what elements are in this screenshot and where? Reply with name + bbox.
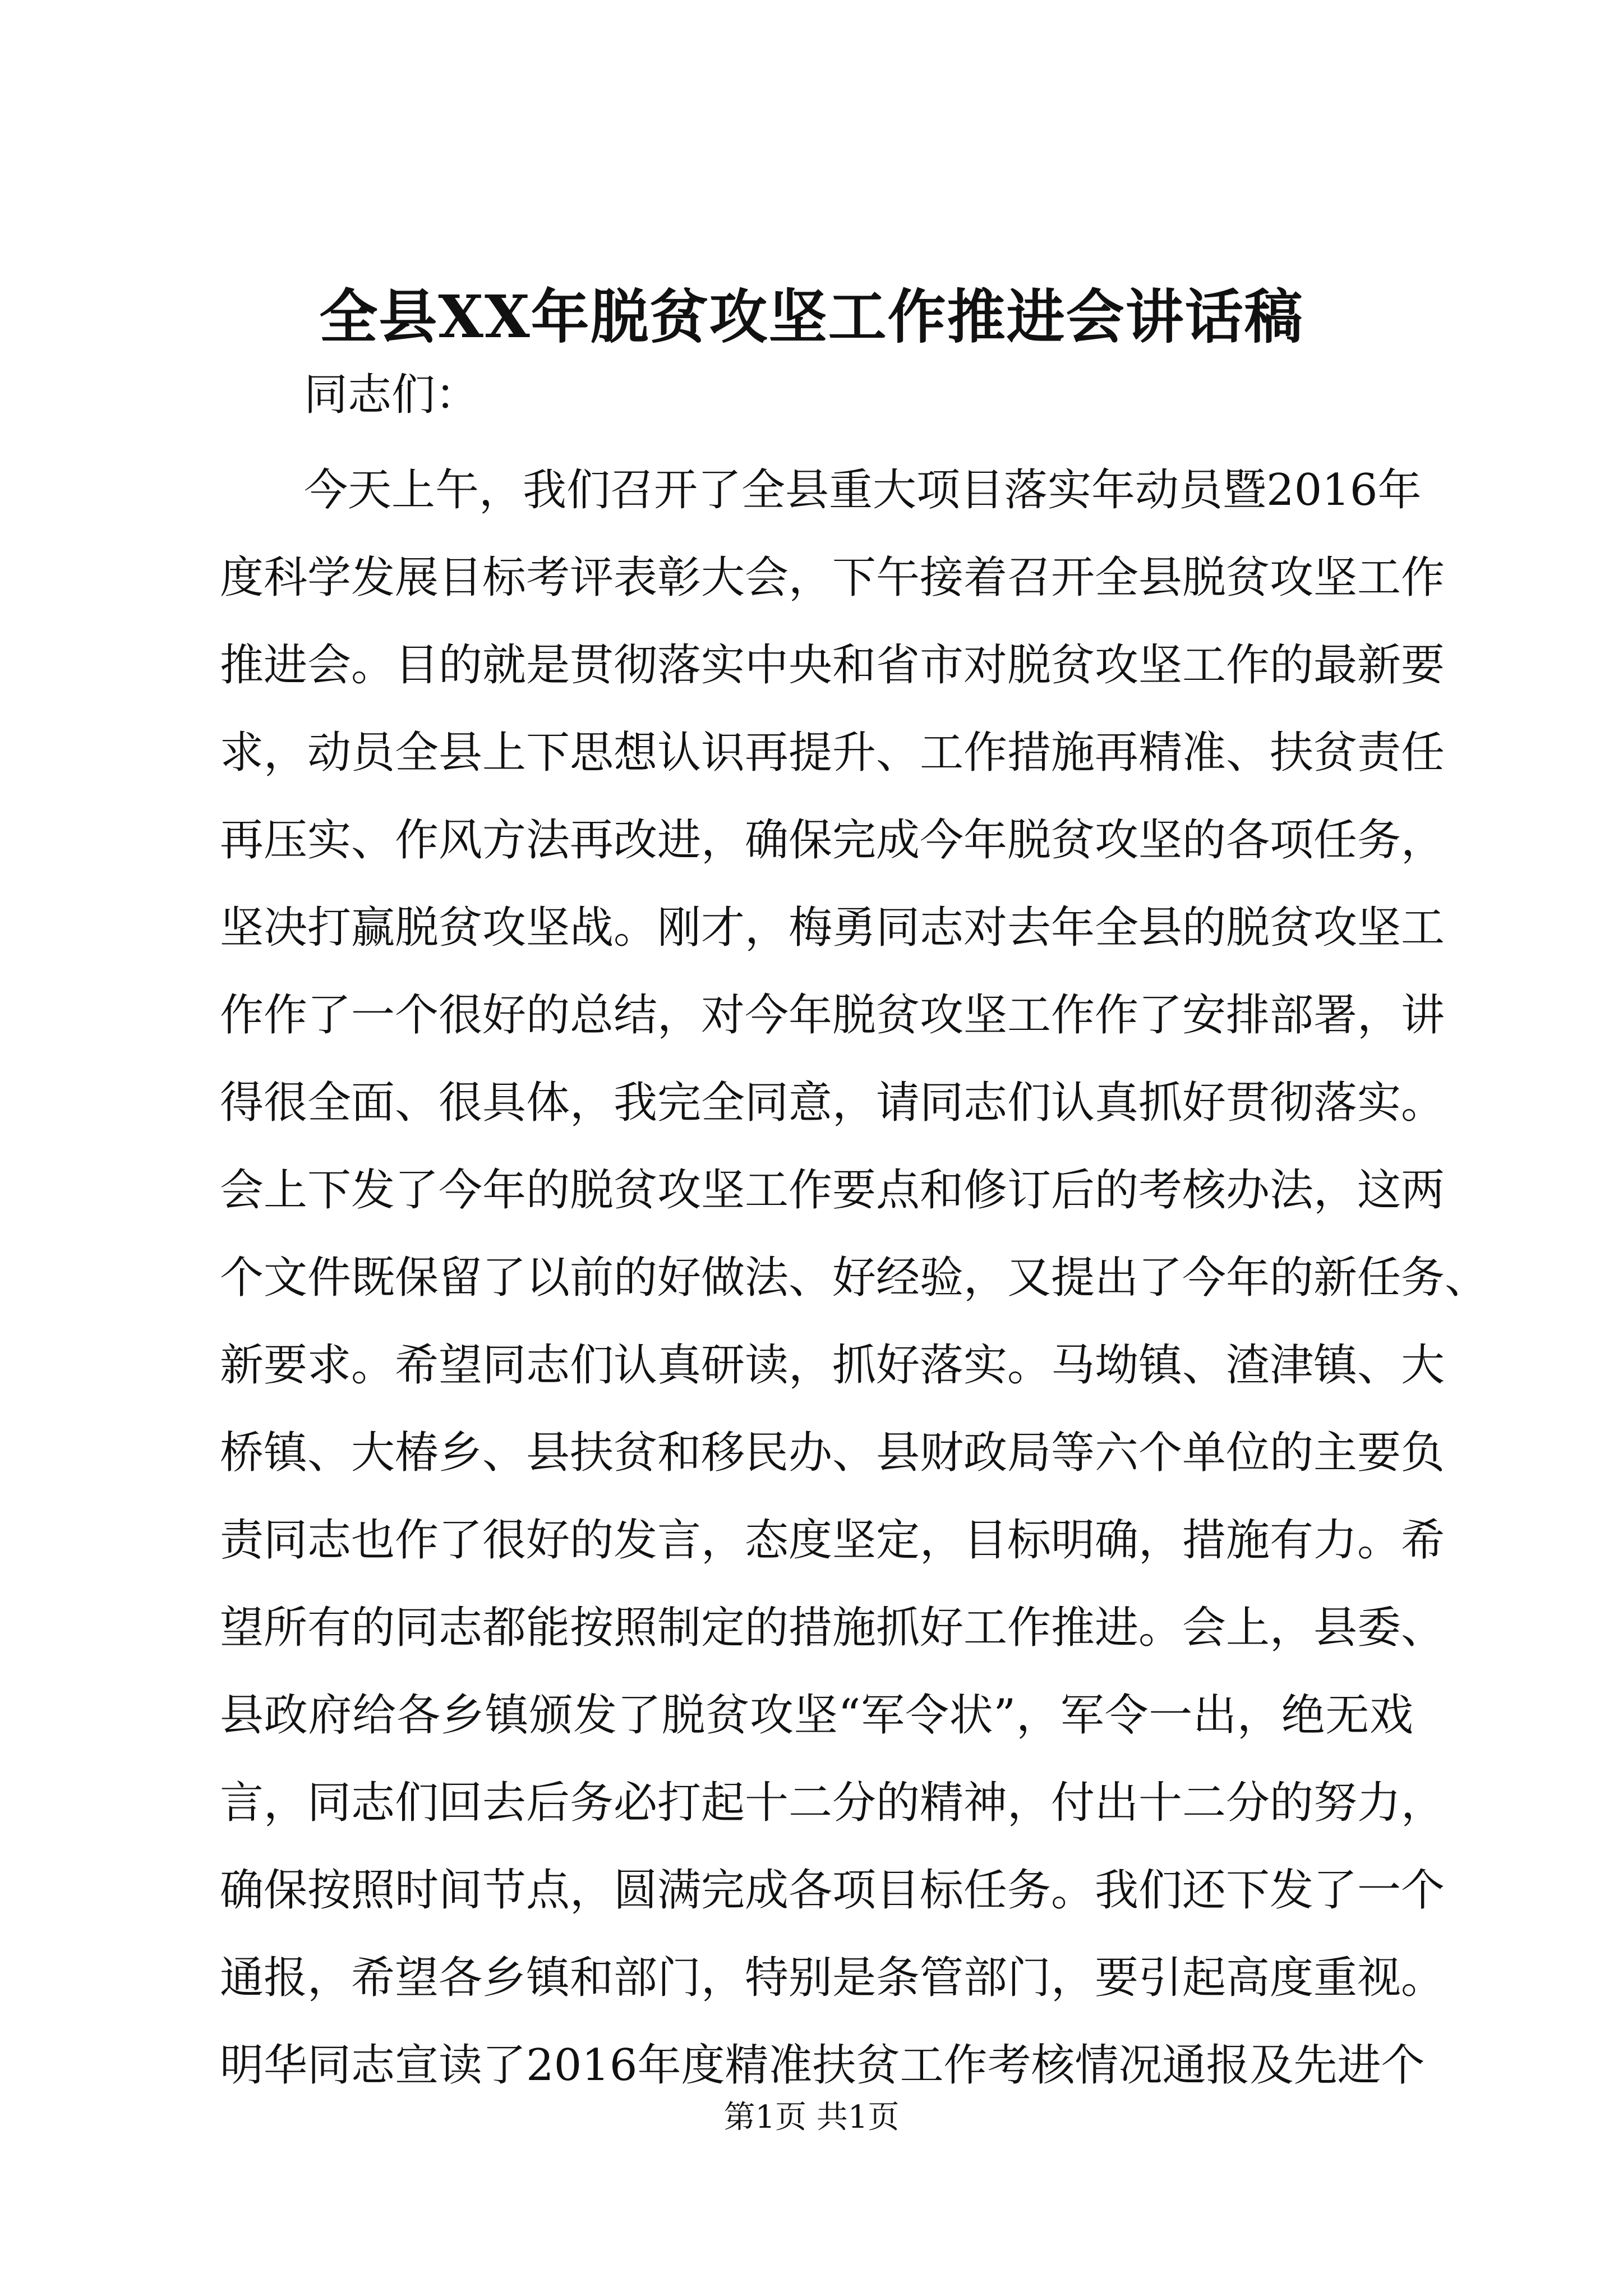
page-footer: 第1页 共1页: [723, 2099, 900, 2136]
paragraph-line: 求，动员全县上下思想认识再提升、工作措施再精准、扶贫责任: [220, 728, 1445, 778]
paragraph-line: 言，同志们回去后务必打起十二分的精神，付出十二分的努力，: [220, 1778, 1445, 1828]
paragraph-line: 桥镇、大椿乡、县扶贫和移民办、县财政局等六个单位的主要负: [220, 1428, 1445, 1478]
paragraph-line: 通报，希望各乡镇和部门，特别是条管部门，要引起高度重视。: [220, 1953, 1445, 2003]
paragraph-line: 个文件既保留了以前的好做法、好经验，又提出了今年的新任务、: [220, 1253, 1489, 1303]
paragraph-line: 推进会。目的就是贯彻落实中央和省市对脱贫攻坚工作的最新要: [220, 640, 1445, 691]
paragraph-line: 县政府给各乡镇颁发了脱贫攻坚“军令状”，军令一出，绝无戏: [220, 1690, 1413, 1741]
paragraph-line: 度科学发展目标考评表彰大会，下午接着召开全县脱贫攻坚工作: [220, 553, 1445, 603]
paragraph-line: 望所有的同志都能按照制定的措施抓好工作推进。会上，县委、: [220, 1603, 1445, 1653]
paragraph-line: 得很全面、很具体，我完全同意，请同志们认真抓好贯彻落实。: [220, 1078, 1445, 1128]
paragraph-line: 作作了一个很好的总结，对今年脱贫攻坚工作作了安排部署，讲: [220, 990, 1445, 1041]
paragraph-line: 坚决打赢脱贫攻坚战。刚才，梅勇同志对去年全县的脱贫攻坚工: [220, 903, 1445, 953]
salutation-line: 同志们：: [304, 370, 479, 420]
paragraph-line: 责同志也作了很好的发言，态度坚定，目标明确，措施有力。希: [220, 1515, 1445, 1566]
document-title: 全县XX年脱贫攻坚工作推进会讲话稿: [319, 282, 1304, 351]
paragraph-line: 明华同志宣读了2016年度精准扶贫工作考核情况通报及先进个: [220, 2040, 1425, 2091]
paragraph-line: 新要求。希望同志们认真研读，抓好落实。马坳镇、渣津镇、大: [220, 1340, 1445, 1391]
paragraph-line: 再压实、作风方法再改进，确保完成今年脱贫攻坚的各项任务，: [220, 815, 1445, 866]
paragraph-line: 会上下发了今年的脱贫攻坚工作要点和修订后的考核办法，这两: [220, 1165, 1445, 1216]
paragraph-line: 确保按照时间节点，圆满完成各项目标任务。我们还下发了一个: [220, 1865, 1445, 1916]
paragraph-line: 今天上午，我们召开了全县重大项目落实年动员暨2016年: [304, 465, 1422, 516]
